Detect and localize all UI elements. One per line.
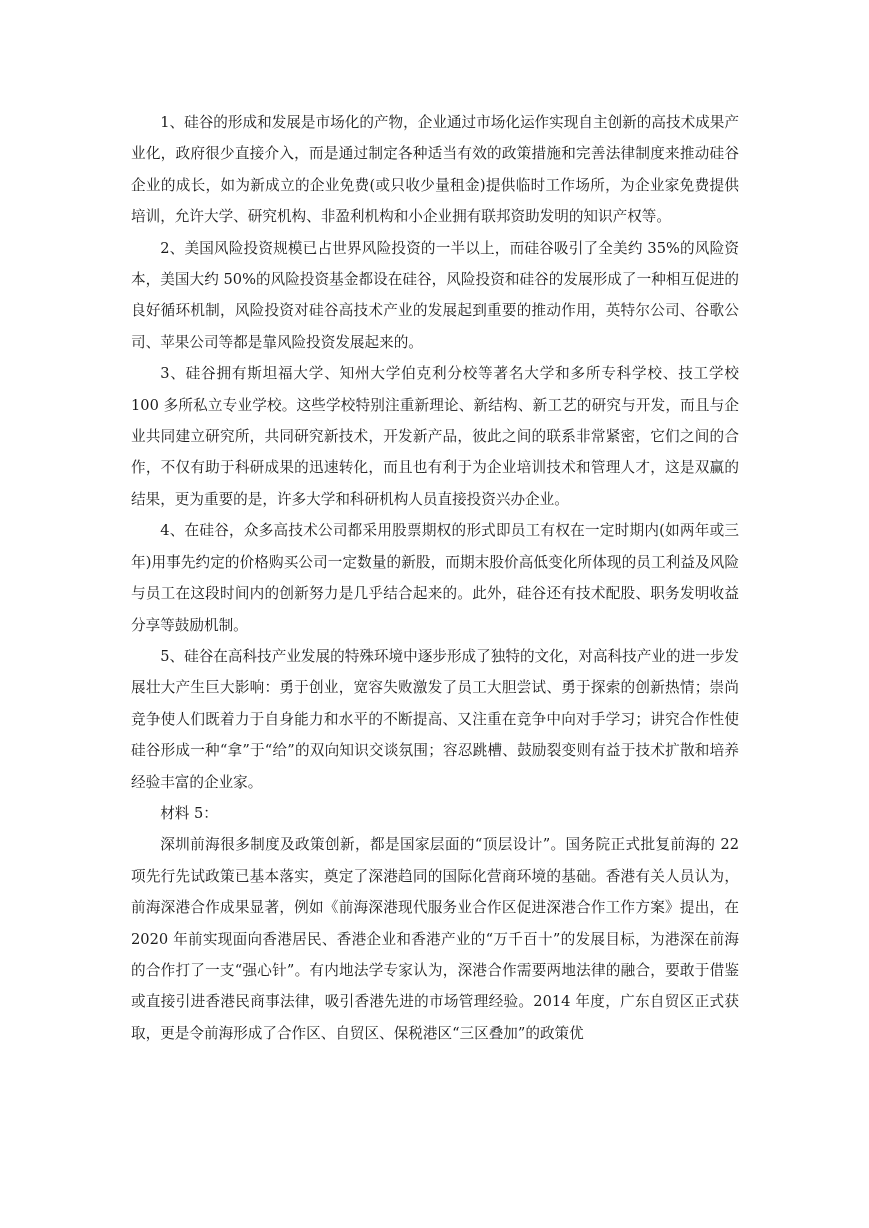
paragraph-silicon-valley-4: 4、在硅谷，众多高技术公司都采用股票期权的形式即员工有权在一定时期内(如两年或三年)用事先约定的价格购买公司一定数量的新股，而期末股价高低变化所体现的员工利益及风险与员工在这段时间内的创新努力是几乎结合起来的。此外，硅谷还有技术配股、职务发明收益分享等鼓励机制。	[131, 522, 739, 634]
paragraph-qianhai: 深圳前海很多制度及政策创新，都是国家层面的“顶层设计”。国务院正式批复前海的 22 项先行先试政策已基本落实，奠定了深港趋同的国际化营商环境的基础。香港有关人员认为，前海深港合作成果显著，例如《前海深港现代服务业合作区促进深港合作工作方案》提出，在 2020 年前实现面向香港居民、香港企业和香港产业的“万千百十”的发展目标，为港深在前海的合作打了一支“强心针”。有内地法学专家认为，深港合作需要两地法律的融合，要敢于借鉴或直接引进香港民商事法律，吸引香港先进的市场管理经验。2014 年度，广东自贸区正式获取，更是令前海形成了合作区、自贸区、保税港区“三区叠加”的政策优	[131, 836, 739, 1042]
paragraph-silicon-valley-1: 1、硅谷的形成和发展是市场化的产物，企业通过市场化运作实现自主创新的高技术成果产业化，政府很少直接介入，而是通过制定各种适当有效的政策措施和完善法律制度来推动硅谷企业的成长，如为新成立的企业免费(或只收少量租金)提供临时工作场所，为企业家免费提供培训，允许大学、研究机构、非盈利机构和小企业拥有联邦资助发明的知识产权等。	[131, 114, 739, 226]
material-5-heading: 材料 5：	[160, 804, 218, 822]
document-body	[131, 107, 739, 1049]
paragraph-silicon-valley-2: 2、美国风险投资规模已占世界风险投资的一半以上，而硅谷吸引了全美约 35%的风险资本，美国大约 50%的风险投资基金都设在硅谷，风险投资和硅谷的发展形成了一种相互促进的良好循环机制，风险投资对硅谷高技术产业的发展起到重要的推动作用，英特尔公司、谷歌公司、苹果公司等都是靠风险投资发展起来的。	[131, 239, 739, 351]
paragraph-silicon-valley-3: 3、硅谷拥有斯坦福大学、知州大学伯克利分校等著名大学和多所专科学校、技工学校 100 多所私立专业学校。这些学校特别注重新理论、新结构、新工艺的研究与开发，而且与企业共同建立研究所，共同研究新技术，开发新产品，彼此之间的联系非常紧密，它们之间的合作，不仅有助于科研成果的迅速转化，而且也有利于为企业培训技术和管理人才，这是双赢的结果，更为重要的是，许多大学和科研机构人员直接投资兴办企业。	[131, 365, 739, 508]
paragraph-silicon-valley-5: 5、硅谷在高科技产业发展的特殊环境中逐步形成了独特的文化，对高科技产业的进一步发展壮大产生巨大影响：勇于创业，宽容失败激发了员工大胆尝试、勇于探索的创新热情；崇尚竞争使人们既着力于自身能力和水平的不断提高、又注重在竞争中向对手学习；讲究合作性使硅谷形成一种“拿”于“给”的双向知识交谈氛围；容忍跳槽、鼓励裂变则有益于技术扩散和培养经验丰富的企业家。	[131, 647, 739, 791]
